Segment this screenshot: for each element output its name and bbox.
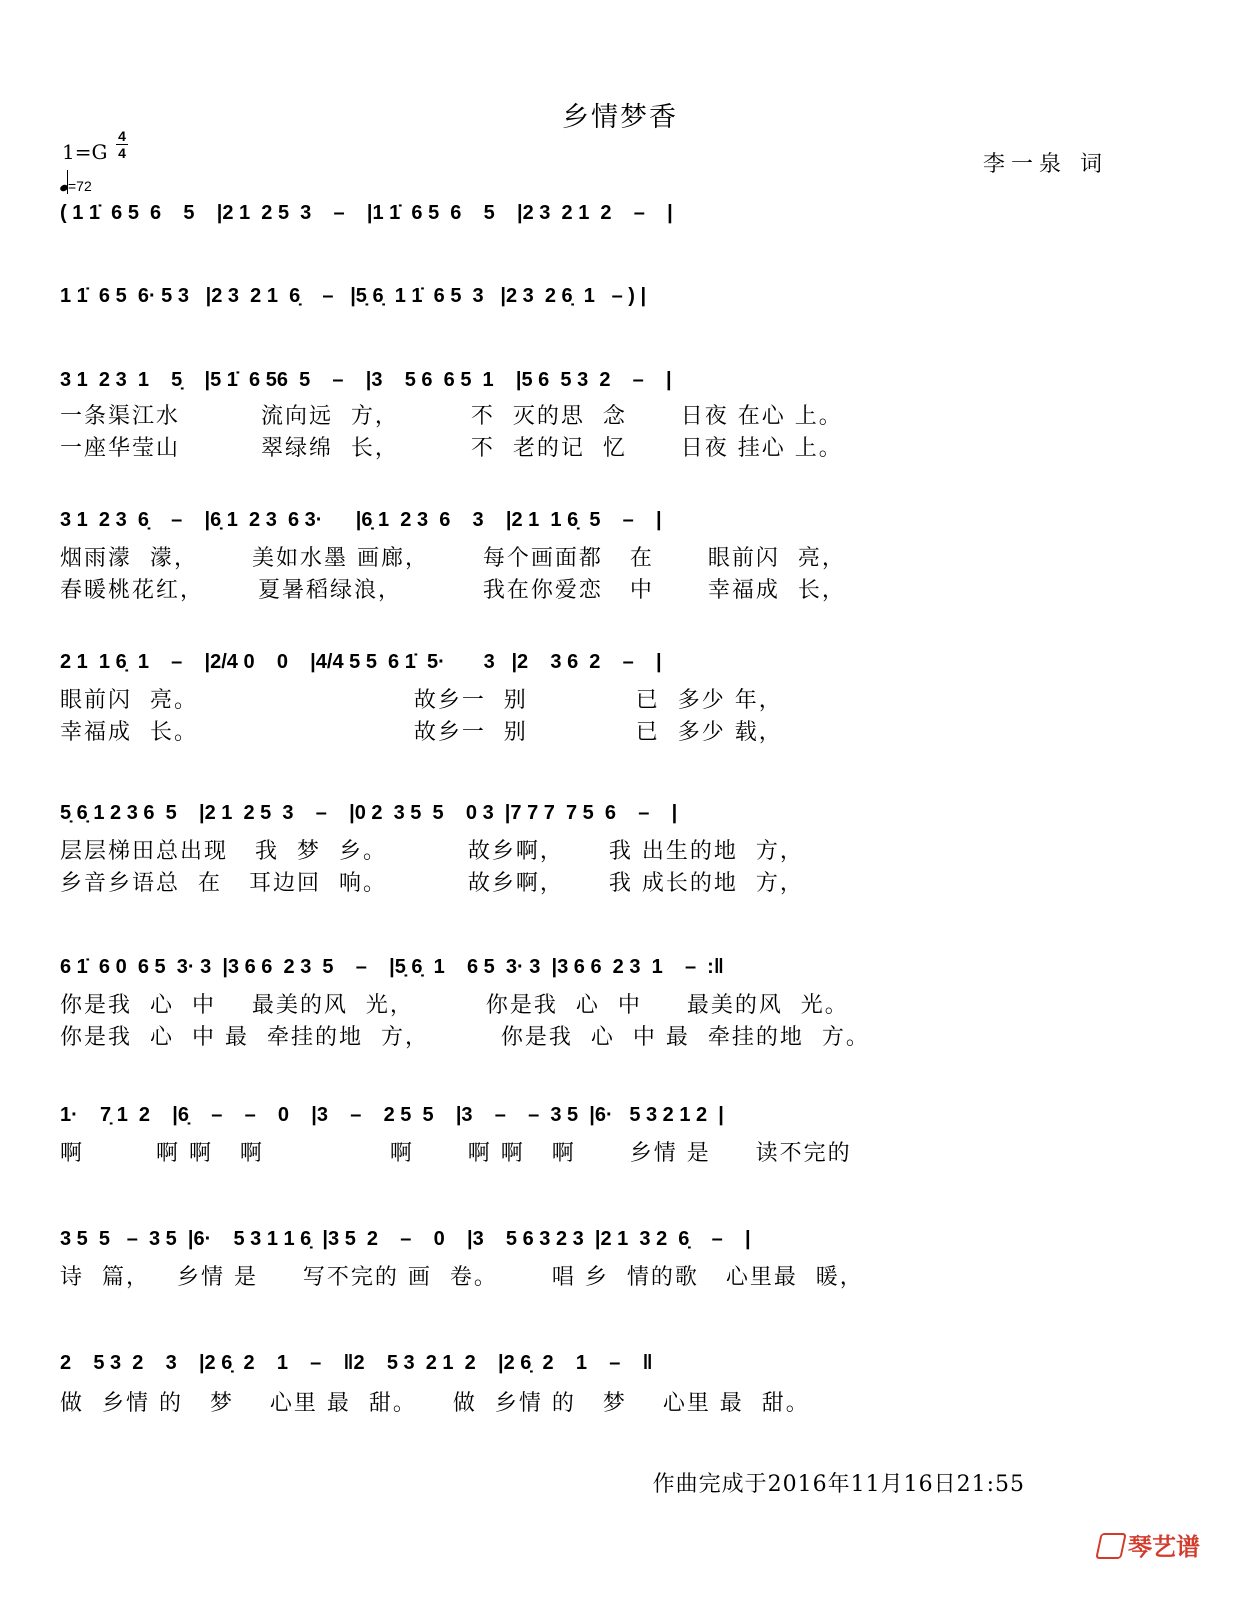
watermark-text: 琴艺谱 (1128, 1533, 1200, 1561)
notes-line: 2 5 3 2 3 |2 6̣ 2 1 – ‖2 5 3 2 1 2 |2 6̣ 2 1 – ‖ (60, 1352, 653, 1374)
notes-line: 1 1̇ 6 5 6· 5 3 |2 3 2 1 6̣ – |5̣ 6̣ 1 1̇ 6 5 3 |2 3 2 6̣ 1 – ) | (60, 285, 647, 307)
score-system-6 (60, 798, 1125, 900)
notes-line: 3 1 2 3 6̣ – |6̣ 1 2 3 6 3· |6̣ 1 2 3 6 3 |2 1 1 6̣ 5 – | (60, 509, 662, 531)
tempo-marking (60, 170, 92, 194)
lyric-verse-2: 春暖桃花红， 夏暑稻绿浪， 我在你爱恋 中 幸福成 长， (60, 578, 846, 603)
notes-line: 1· 7̣ 1 2 |6̣ – – 0 |3 – 2 5 5 |3 – – 3 5 |6· 5 3 2 1 2 | (60, 1104, 724, 1126)
score-system-8 (60, 1100, 1125, 1170)
time-signature-bottom: 4 (118, 145, 126, 161)
lyricist-credit: 李一泉 词 (983, 152, 1108, 177)
lyric-verse-1: 层层梯田总出现 我 梦 乡。 故乡啊， 我 出生的地 方， (60, 839, 804, 864)
lyric-verse-2: 一座华莹山 翠绿绵 长， 不 老的记 忆 日夜 挂心 上。 (60, 436, 843, 461)
notes-line: 3 5 5 – 3 5 |6· 5 3 1 1 6̣ |3 5 2 – 0 |3 5 6 3 2 3 |2 1 3 2 6̣ – | (60, 1228, 751, 1250)
score-system-7 (60, 952, 1125, 1054)
watermark-logo (1098, 1527, 1200, 1562)
notes-line: 2 1 1 6̣ 1 – |2/4 0 0 |4/4 5 5 6 1̇ 5· 3 |2 3 6 2 – | (60, 651, 662, 673)
logo-icon (1095, 1533, 1127, 1559)
lyric-verse-1: 烟雨濛 濛， 美如水墨 画廊， 每个画面都 在 眼前闪 亮， (60, 546, 846, 571)
lyric-verse-2: 乡音乡语总 在 耳边回 响。 故乡啊， 我 成长的地 方， (60, 871, 804, 896)
notes-line: ( 1 1̇ 6 5 6 5 |2 1 2 5 3 – |1 1̇ 6 5 6 5 |2 3 2 1 2 – | (60, 202, 673, 224)
score-system-9 (60, 1224, 1125, 1294)
score-system-5 (60, 647, 1125, 749)
composition-date: 作曲完成于2016年11月16日21:55 (652, 1472, 1025, 1497)
lyric-verse-1: 眼前闪 亮。 故乡一 别 已 多少 年， (60, 688, 783, 713)
lyric-verse-1: 做 乡情 的 梦 心里 最 甜。 做 乡情 的 梦 心里 最 甜。 (60, 1391, 810, 1416)
lyric-verse-1: 啊 啊 啊 啊 啊 啊 啊 啊 乡情 是 读不完的 (60, 1141, 852, 1166)
notes-line: 6 1̇ 6 0 6 5 3· 3 |3 6 6 2 3 5 – |5̣ 6̣ 1 6 5 3· 3 |3 6 6 2 3 1 – :‖ (60, 956, 724, 978)
lyric-verse-1: 你是我 心 中 最美的风 光， 你是我 心 中 最美的风 光。 (60, 993, 849, 1018)
notes-line: 5̣ 6̣ 1 2 3 6 5 |2 1 2 5 3 – |0 2 3 5 5 0 3 |7 7 7 7 5 6 – | (60, 802, 678, 824)
score-system-10 (60, 1348, 1125, 1420)
score-system-4 (60, 505, 1125, 607)
time-signature (116, 128, 128, 161)
score-system-3 (60, 365, 1125, 465)
lyric-verse-1: 诗 篇， 乡情 是 写不完的 画 卷。 唱 乡 情的歌 心里最 暖， (60, 1265, 864, 1290)
song-title: 乡情梦香 (562, 102, 678, 133)
score-system-1 (60, 198, 1125, 228)
tempo-value: =72 (68, 178, 92, 194)
notes-line: 3 1 2 3 1 5̣ |5 1̇ 6 56 5 – |3 5 6 6 5 1 |5 6 5 3 2 – | (60, 369, 672, 391)
score-system-2 (60, 281, 1125, 311)
key-signature: 1=G (62, 140, 108, 164)
lyric-verse-2: 你是我 心 中 最 牵挂的地 方， 你是我 心 中 最 牵挂的地 方。 (60, 1025, 870, 1050)
time-signature-top: 4 (118, 128, 126, 144)
lyric-verse-1: 一条渠江水 流向远 方， 不 灭的思 念 日夜 在心 上。 (60, 404, 843, 429)
lyric-verse-2: 幸福成 长。 故乡一 别 已 多少 载， (60, 720, 783, 745)
